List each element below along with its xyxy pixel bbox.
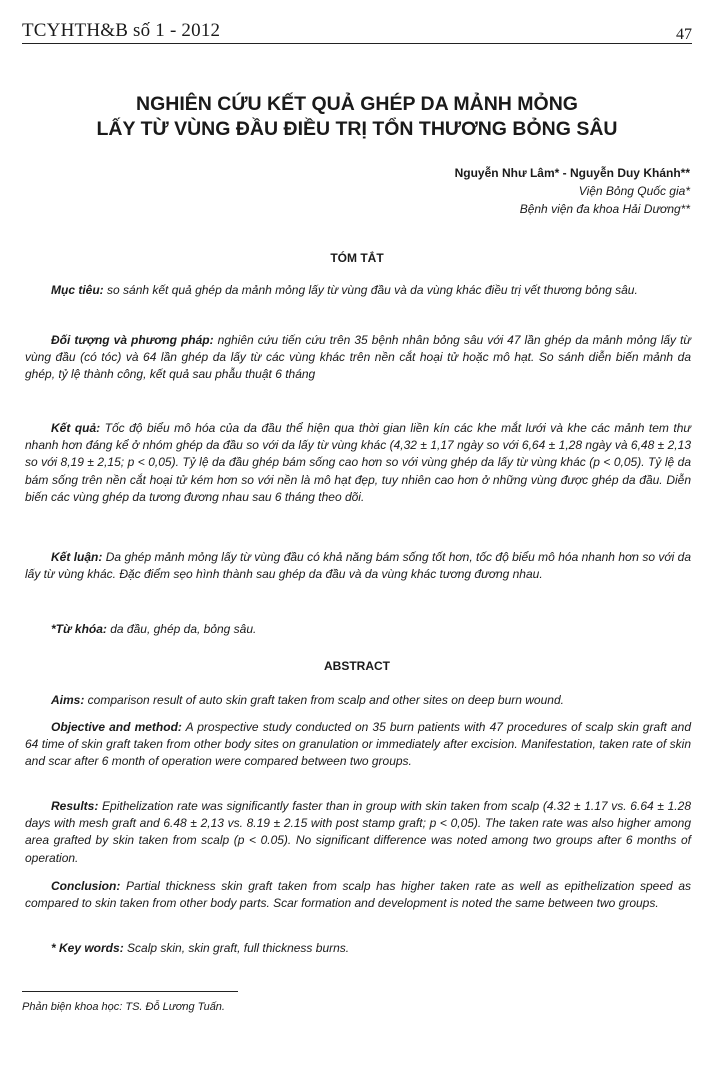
reviewer-footnote: Phản biện khoa học: TS. Đỗ Lương Tuấn. <box>22 1001 225 1013</box>
tu-khoa-paragraph <box>25 621 691 638</box>
objective-label: Objective and method: <box>51 720 182 734</box>
aims-paragraph <box>25 692 691 709</box>
author-names: Nguyễn Như Lâm* - Nguyễn Duy Khánh** <box>454 166 690 180</box>
muc-tieu-label: Mục tiêu: <box>51 283 104 297</box>
footnote-rule <box>22 991 238 992</box>
title-line-1: NGHIÊN CỨU KẾT QUẢ GHÉP DA MẢNH MỎNG <box>136 93 578 115</box>
ket-qua-paragraph <box>25 420 691 506</box>
tu-khoa-text: da đầu, ghép da, bỏng sâu. <box>106 622 257 636</box>
conclusion-paragraph <box>25 878 691 912</box>
muc-tieu-text: so sánh kết quả ghép da mảnh mỏng lấy từ vùng đầu và da vùng khác điều trị vết thương bỏng sâu. <box>103 283 638 297</box>
header-rule <box>22 43 692 44</box>
ket-qua-label: Kết quả: <box>51 421 101 435</box>
results-text: Epithelization rate was significantly faster than in group with skin taken from scalp (4.32 ± 1.17 vs. 6.64 ± 1.28 days with mesh graft and 6.48 ± 2,13 vs. 8.19 ± 2.15 with post stamp graft; p < 0,05). The taken rate was also higher among area grafted by skin taken from scalp (p < 0.05). No significant difference was noted among two groups after 6 months of operation. <box>25 799 691 865</box>
tu-khoa-label: *Từ khóa: <box>51 622 107 636</box>
objective-text: A prospective study conducted on 35 burn patients with 47 procedures of scalp skin graft and 64 time of skin graft taken from other body sites on granulation or immediately after excision. Manifestation, taken rate of skin and scar after 6 month of operation were compared between two groups. <box>25 720 691 769</box>
conclusion-text: Partial thickness skin graft taken from scalp has higher taken rate as well as epithelization speed as compared to skin taken from other body parts. Scar formation and development is noted the same between two groups. <box>25 879 691 911</box>
aims-text: comparison result of auto skin graft taken from scalp and other sites on deep burn wound. <box>84 693 564 707</box>
page-number: 47 <box>676 26 692 43</box>
tom-tat-heading: TÓM TẮT <box>330 251 384 265</box>
affiliation-2: Bệnh viện đa khoa Hải Dương** <box>519 202 690 216</box>
abstract-heading: ABSTRACT <box>324 659 390 673</box>
muc-tieu-paragraph <box>25 282 691 299</box>
keywords-text: Scalp skin, skin graft, full thickness burns. <box>123 941 350 955</box>
ket-luan-paragraph <box>25 549 691 583</box>
keywords-label: * Key words: <box>51 941 124 955</box>
results-label: Results: <box>51 799 99 813</box>
ket-luan-label: Kết luận: <box>51 550 103 564</box>
author-block <box>455 164 690 218</box>
ket-qua-text: Tốc độ biểu mô hóa của da đầu thể hiện qua thời gian liền kín các khe mắt lưới và khe các mảnh tem thư nhanh hơn đáng kể ở nhóm ghép da đầu so với da lấy từ vùng khác (4,32 ± 1,17 ngày so với 6,64 ± 1,28 ngày và 6,48 ± 2,13 so với 8,19 ± 2,15; p < 0,05). Tỷ lệ da đầu ghép bám sống cao hơn so với vùng ghép da lấy từ vùng khác (p < 0,05). Tỷ lệ da bám sống trên nền cắt hoại tử kém hơn so với nền là mô hạt đẹp, tuy nhiên cao hơn ở những vùng được ghép da đầu. Diễn biến các vùng ghép da tương đương nhau sau 6 tháng theo dõi. <box>25 421 691 504</box>
journal-issue: TCYHTH&B số 1 - 2012 <box>22 20 221 41</box>
ket-luan-text: Da ghép mảnh mỏng lấy từ vùng đầu có khả năng bám sống tốt hơn, tốc độ biểu mô hóa nhanh hơn so với da lấy từ vùng khác. Đặc điểm sẹo hình thành sau ghép da đầu và da vùng khác tương đương nhau. <box>25 550 691 582</box>
title-line-2: LẤY TỪ VÙNG ĐẦU ĐIỀU TRỊ TỔN THƯƠNG BỎNG SÂU <box>96 118 618 140</box>
aims-label: Aims: <box>51 693 85 707</box>
conclusion-label: Conclusion: <box>51 879 121 893</box>
doi-tuong-paragraph <box>25 332 691 384</box>
doi-tuong-text: nghiên cứu tiến cứu trên 35 bệnh nhân bỏng sâu với 47 lần ghép da mảnh mỏng lấy từ vùng đầu (có tóc) và 64 lần ghép da lấy từ các vùng khác trên nền cắt hoại tử hoặc mô hạt. So sánh diễn biến mảnh da ghép, tỷ lệ thành công, kết quả sau phẫu thuật 6 tháng <box>25 333 691 382</box>
objective-paragraph <box>25 719 691 771</box>
article-title <box>22 92 692 142</box>
keywords-paragraph <box>25 940 691 957</box>
doi-tuong-label: Đối tượng và phương pháp: <box>51 333 214 347</box>
affiliation-1: Viện Bỏng Quốc gia* <box>578 184 690 198</box>
results-paragraph <box>25 798 691 867</box>
